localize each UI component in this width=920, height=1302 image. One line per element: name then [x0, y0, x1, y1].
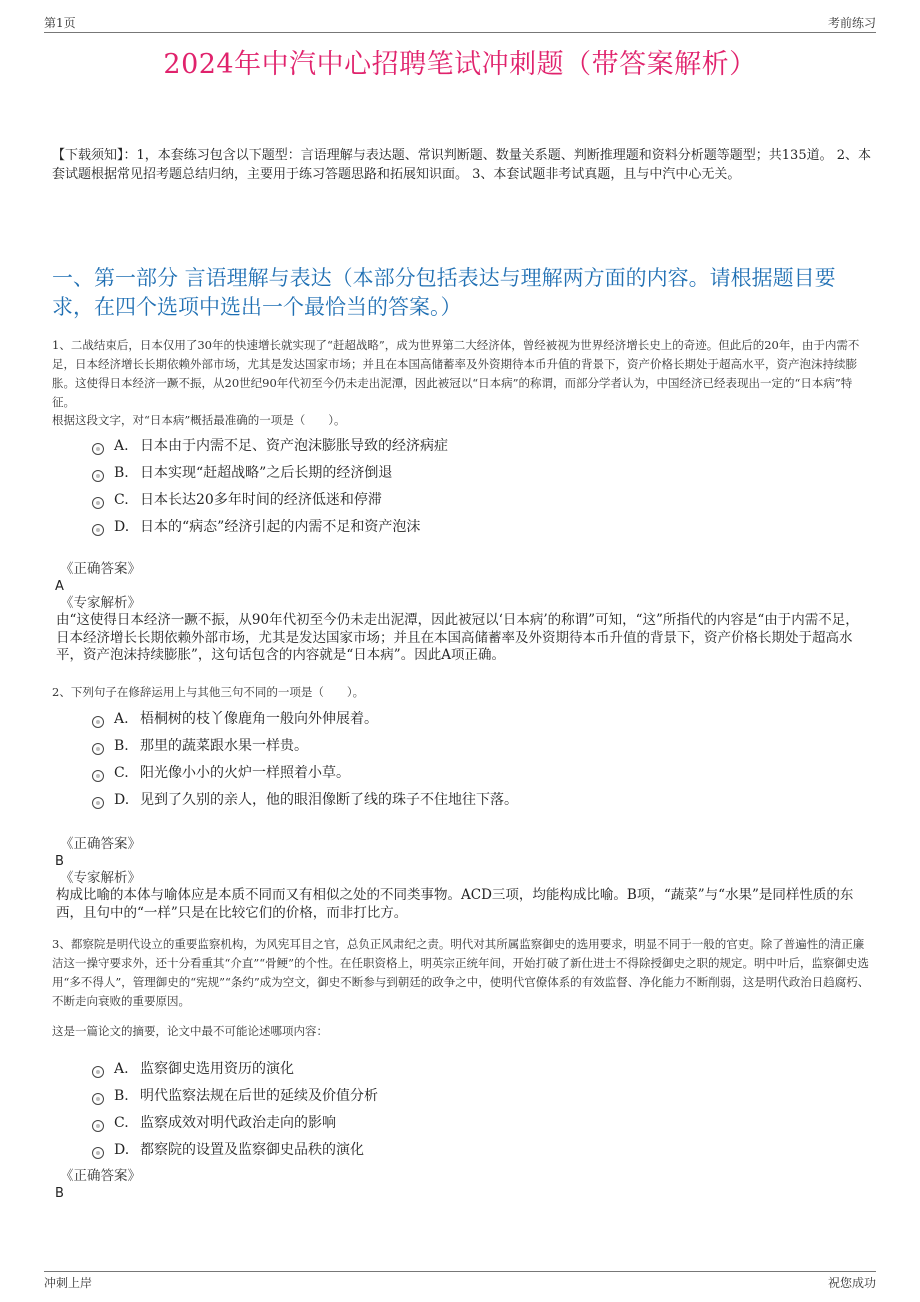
- option-b[interactable]: B. 日本实现“赶超战略”之后长期的经济倒退: [92, 460, 872, 487]
- radio-icon[interactable]: [92, 797, 104, 809]
- question-1: [52, 336, 872, 665]
- option-d[interactable]: D. 都察院的设置及监察御史品秩的演化: [92, 1137, 872, 1164]
- radio-icon[interactable]: [92, 770, 104, 782]
- answer-label: 《正确答案》: [60, 561, 141, 577]
- radio-icon[interactable]: [92, 443, 104, 455]
- option-d[interactable]: D. 见到了久别的亲人，他的眼泪像断了线的珠子不住地往下落。: [92, 787, 872, 814]
- option-c[interactable]: C. 监察成效对明代政治走向的影响: [92, 1110, 872, 1137]
- option-d[interactable]: D. 日本的“病态”经济引起的内需不足和资产泡沫: [92, 514, 872, 541]
- document-title: 2024年中汽中心招聘笔试冲刺题（带答案解析）: [163, 49, 757, 80]
- page-number: 第1页: [44, 16, 76, 30]
- radio-icon[interactable]: [92, 1120, 104, 1132]
- footer-right: 祝您成功: [827, 1276, 876, 1290]
- option-b[interactable]: B. 明代监察法规在后世的延续及价值分析: [92, 1083, 872, 1110]
- option-c[interactable]: C. 阳光像小小的火炉一样照着小草。: [92, 760, 872, 787]
- answer-label: 《正确答案》: [60, 1168, 141, 1184]
- option-list: [92, 433, 872, 541]
- option-a[interactable]: A. 日本由于内需不足、资产泡沫膨胀导致的经济病症: [92, 433, 872, 460]
- option-list: [92, 706, 872, 814]
- page-header: [44, 12, 876, 33]
- expert-analysis: 构成比喻的本体与喻体应是本质不同而又有相似之处的不同类事物。ACD三项，均能构成比喻。B项，“蔬菜”与“水果”是同样性质的东西，且句中的“一样”只是在比较它们的价格，而非打比方。: [56, 887, 854, 921]
- question-prompt: 这是一篇论文的摘要，论文中最不可能论述哪项内容：: [52, 1024, 328, 1038]
- option-a[interactable]: A. 监察御史选用资历的演化: [92, 1056, 872, 1083]
- expert-analysis: 由“这使得日本经济一蹶不振，从90年代初至今仍未走出泥潭，因此被冠以‘日本病’的称谓”可知，“这”所指代的内容是“由于内需不足，日本经济增长长期依赖外部市场，尤其是发达国家市场；并且在本国高储蓄率及外资期待本币升值的背景下，资产价格长期处于超高水平，资产泡沫持续膨胀”，这句话包含的内容就是“日本病”。因此A项正确。: [56, 612, 859, 663]
- correct-answer: A: [55, 579, 64, 594]
- radio-icon[interactable]: [92, 1066, 104, 1078]
- question-text: 1、二战结束后，日本仅用了30年的快速增长就实现了“赶超战略”，成为世界第二大经济体，曾经被视为世界经济增长史上的奇迹。但此后的20年，由于内需不足，日本经济增长长期依赖外部市场，尤其是发达国家市场；并且在本国高储蓄率及外资期待本币升值的背景下，资产价格长期处于超高水平，资产泡沫持续膨胀。这使得日本经济一蹶不振，从20世纪90年代初至今仍未走出泥潭，因此被冠以“日本病”的称谓，而部分学者认为，中国经济已经表现出一定的“日本病”特征。: [52, 338, 860, 409]
- option-c[interactable]: C. 日本长达20多年时间的经济低迷和停滞: [92, 487, 872, 514]
- option-b[interactable]: B. 那里的蔬菜跟水果一样贵。: [92, 733, 872, 760]
- footer-left: 冲刺上岸: [44, 1276, 93, 1290]
- question-2: [52, 683, 872, 922]
- question-3: [52, 935, 872, 1202]
- radio-icon[interactable]: [92, 1093, 104, 1105]
- option-list: [92, 1056, 872, 1164]
- radio-icon[interactable]: [92, 524, 104, 536]
- question-text: 3、都察院是明代设立的重要监察机构，为风宪耳目之官，总负正风肃纪之责。明代对其所属监察御史的选用要求，明显不同于一般的官吏。除了普遍性的清正廉洁这一操守要求外，还十分看重其“介直”“骨鲠”的个性。在任职资格上，明英宗正统年间，开始打破了新仕进士不得除授御史之职的规定。明中叶后，监察御史选用“多不得人”，管理御史的“宪规”“条约”成为空文，御史不断参与到朝廷的政争之中，使明代官僚体系的有效监督、净化能力不断削弱，这是明代政治日趋腐朽、不断走向衰败的重要原因。: [52, 937, 870, 1008]
- download-notice: 【下载须知】：1，本套练习包含以下题型：言语理解与表达题、常识判断题、数量关系题、判断推理题和资料分析题等题型；共135道。 2、本套试题根据常见招考题总结归纳，主要用于练习答题思路和拓展知识面。 3、本套试题非考试真题，且与中汽中心无关。: [52, 148, 871, 182]
- answer-label: 《正确答案》: [60, 836, 141, 852]
- radio-icon[interactable]: [92, 1147, 104, 1159]
- radio-icon[interactable]: [92, 743, 104, 755]
- correct-answer: B: [55, 1186, 64, 1201]
- correct-answer: B: [55, 854, 64, 869]
- header-tag: 考前练习: [827, 16, 876, 30]
- page-footer: [44, 1271, 876, 1292]
- radio-icon[interactable]: [92, 716, 104, 728]
- radio-icon[interactable]: [92, 470, 104, 482]
- radio-icon[interactable]: [92, 497, 104, 509]
- analysis-label: 《专家解析》: [60, 870, 141, 886]
- question-text: 2、下列句子在修辞运用上与其他三句不同的一项是（ ）。: [52, 685, 365, 699]
- option-a[interactable]: A. 梧桐树的枝丫像鹿角一般向外伸展着。: [92, 706, 872, 733]
- question-prompt: 根据这段文字，对“日本病”概括最准确的一项是（ ）。: [52, 413, 346, 427]
- analysis-label: 《专家解析》: [60, 595, 141, 611]
- section-heading: 一、第一部分 言语理解与表达（本部分包括表达与理解两方面的内容。请根据题目要求，在四个选项中选出一个最恰当的答案。）: [52, 266, 836, 319]
